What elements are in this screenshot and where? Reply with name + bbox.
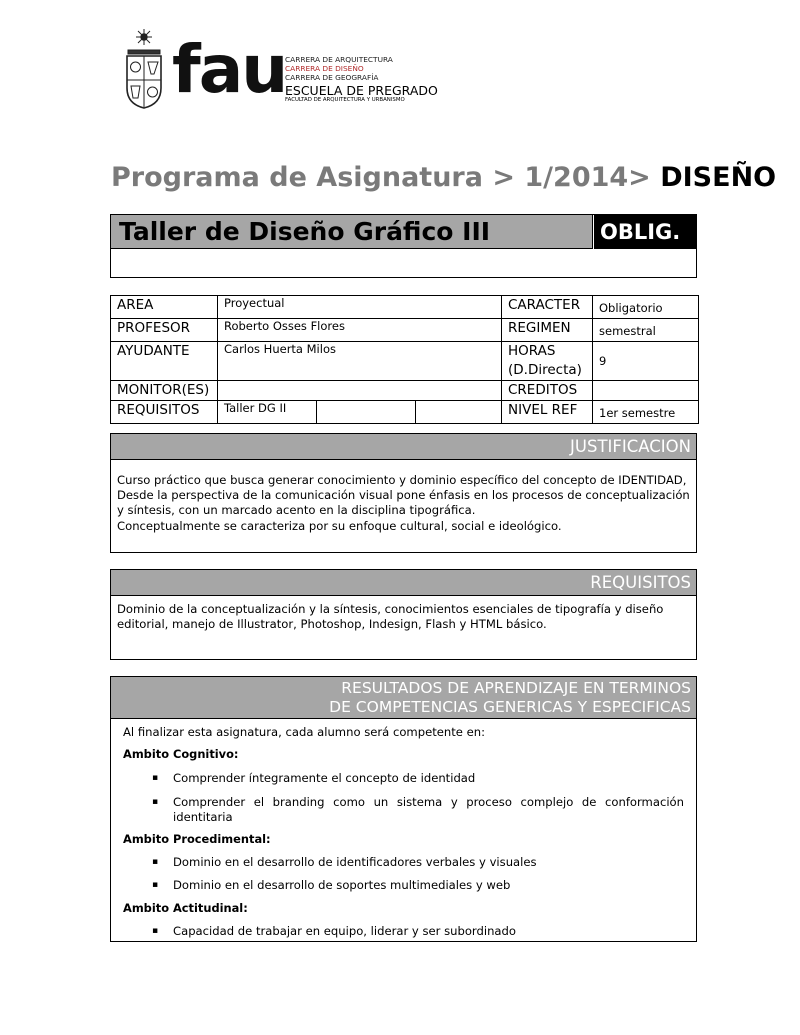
ambito-actitudinal-title: Ambito Actitudinal: xyxy=(123,900,248,915)
resultados-intro: Al finalizar esta asignatura, cada alumno será competente en: xyxy=(123,725,485,739)
justificacion-line: y síntesis, con un marcado acento en la disciplina tipográfica. xyxy=(117,503,476,518)
monitor-label: MONITOR(ES) xyxy=(111,381,218,401)
page-title-prefix: Programa de Asignatura > 1/2014> xyxy=(111,162,651,193)
career-design: CARRERA DE DISEÑO xyxy=(285,64,364,73)
area-label: AREA xyxy=(111,296,218,319)
bullet-icon: ▪ xyxy=(152,773,159,784)
resultados-section xyxy=(110,676,697,942)
creditos-value xyxy=(593,381,699,401)
justificacion-line: Curso práctico que busca generar conocimiento y dominio específico del concepto de IDENTIDAD, xyxy=(117,473,687,487)
horas-label-line2: (D.Directa) xyxy=(508,362,582,378)
ayudante-label: AYUDANTE xyxy=(111,342,218,381)
bullet-icon: ▪ xyxy=(152,796,159,807)
career-geography: CARRERA DE GEOGRAFÍA xyxy=(285,73,379,82)
list-item xyxy=(123,878,696,893)
list-item-text: Comprender íntegramente el concepto de identidad xyxy=(173,771,476,786)
university-crest-icon xyxy=(124,28,164,110)
requisitos-section xyxy=(110,569,697,660)
resultados-heading-line1: RESULTADOS DE APRENDIZAJE EN TERMINOS xyxy=(341,679,691,697)
monitor-value xyxy=(218,381,502,401)
list-item xyxy=(123,795,696,825)
course-type-badge: OBLIG. xyxy=(594,215,696,249)
regimen-value: semestral xyxy=(593,319,699,342)
career-architecture: CARRERA DE ARQUITECTURA xyxy=(285,55,393,64)
school-name: ESCUELA DE PREGRADO xyxy=(285,83,438,98)
profesor-label: PROFESOR xyxy=(111,319,218,342)
list-item xyxy=(123,771,696,786)
course-header-box xyxy=(110,214,697,278)
requisitos-heading: REQUISITOS xyxy=(111,570,696,596)
horas-value: 9 xyxy=(593,342,699,381)
requisitos-label: REQUISITOS xyxy=(111,401,218,424)
justificacion-section xyxy=(110,433,697,553)
justificacion-body xyxy=(111,460,696,534)
bullet-icon: ▪ xyxy=(152,925,159,936)
list-item-text: Comprender el branding como un sistema y proceso complejo de conformación identitaria xyxy=(173,794,684,824)
ambito-cognitivo-title: Ambito Cognitivo: xyxy=(123,747,239,762)
ambito-cognitivo-list xyxy=(123,771,696,825)
bullet-icon: ▪ xyxy=(152,880,159,891)
page-title-discipline: DISEÑO xyxy=(660,162,777,193)
resultados-heading xyxy=(111,677,696,719)
page-title xyxy=(111,160,776,196)
requisitos-line: editorial, manejo de Illustrator, Photoshop, Indesign, Flash y HTML básico. xyxy=(117,617,547,632)
list-item xyxy=(123,855,696,870)
requisitos-line: Dominio de la conceptualización y la síntesis, conocimientos esenciales de tipografía y diseño xyxy=(117,602,664,616)
resultados-heading-line2: DE COMPETENCIAS GENERICAS Y ESPECIFICAS xyxy=(329,698,691,716)
list-item-text: Dominio en el desarrollo de soportes multimediales y web xyxy=(173,878,511,893)
course-info-table xyxy=(110,295,699,424)
requisitos-value: Taller DG II xyxy=(218,401,317,424)
caracter-value: Obligatorio xyxy=(593,296,699,319)
ambito-procedimental-list xyxy=(123,855,696,893)
horas-label xyxy=(502,342,593,381)
resultados-body xyxy=(111,719,696,939)
caracter-label: CARACTER xyxy=(502,296,593,319)
bullet-icon: ▪ xyxy=(152,857,159,868)
area-value: Proyectual xyxy=(218,296,502,319)
regimen-label: REGIMEN xyxy=(502,319,593,342)
ambito-procedimental-title: Ambito Procedimental: xyxy=(123,832,271,847)
list-item-text: Dominio en el desarrollo de identificadores verbales y visuales xyxy=(173,855,537,870)
fau-logo: fau xyxy=(172,31,287,108)
creditos-label: CREDITOS xyxy=(502,381,593,401)
ayudante-value: Carlos Huerta Milos xyxy=(218,342,502,381)
justificacion-heading: JUSTIFICACION xyxy=(111,434,696,460)
requisitos-body xyxy=(111,596,696,632)
ambito-actitudinal-list xyxy=(123,924,696,939)
justificacion-line: Desde la perspectiva de la comunicación visual pone énfasis en los procesos de conceptualización xyxy=(117,488,690,503)
profesor-value: Roberto Osses Flores xyxy=(218,319,502,342)
horas-label-line1: HORAS xyxy=(508,343,556,359)
faculty-name: FACULTAD DE ARQUITECTURA Y URBANISMO xyxy=(285,97,405,103)
nivel-label: NIVEL REF xyxy=(502,401,593,424)
course-name: Taller de Diseño Gráfico III xyxy=(111,215,593,249)
requisitos-extra-1 xyxy=(317,401,416,424)
nivel-value: 1er semestre xyxy=(593,401,699,424)
list-item xyxy=(123,924,696,939)
justificacion-line: Conceptualmente se caracteriza por su enfoque cultural, social e ideológico. xyxy=(117,518,562,533)
list-item-text: Capacidad de trabajar en equipo, liderar y ser subordinado xyxy=(173,923,516,938)
requisitos-extra-2 xyxy=(416,401,502,424)
